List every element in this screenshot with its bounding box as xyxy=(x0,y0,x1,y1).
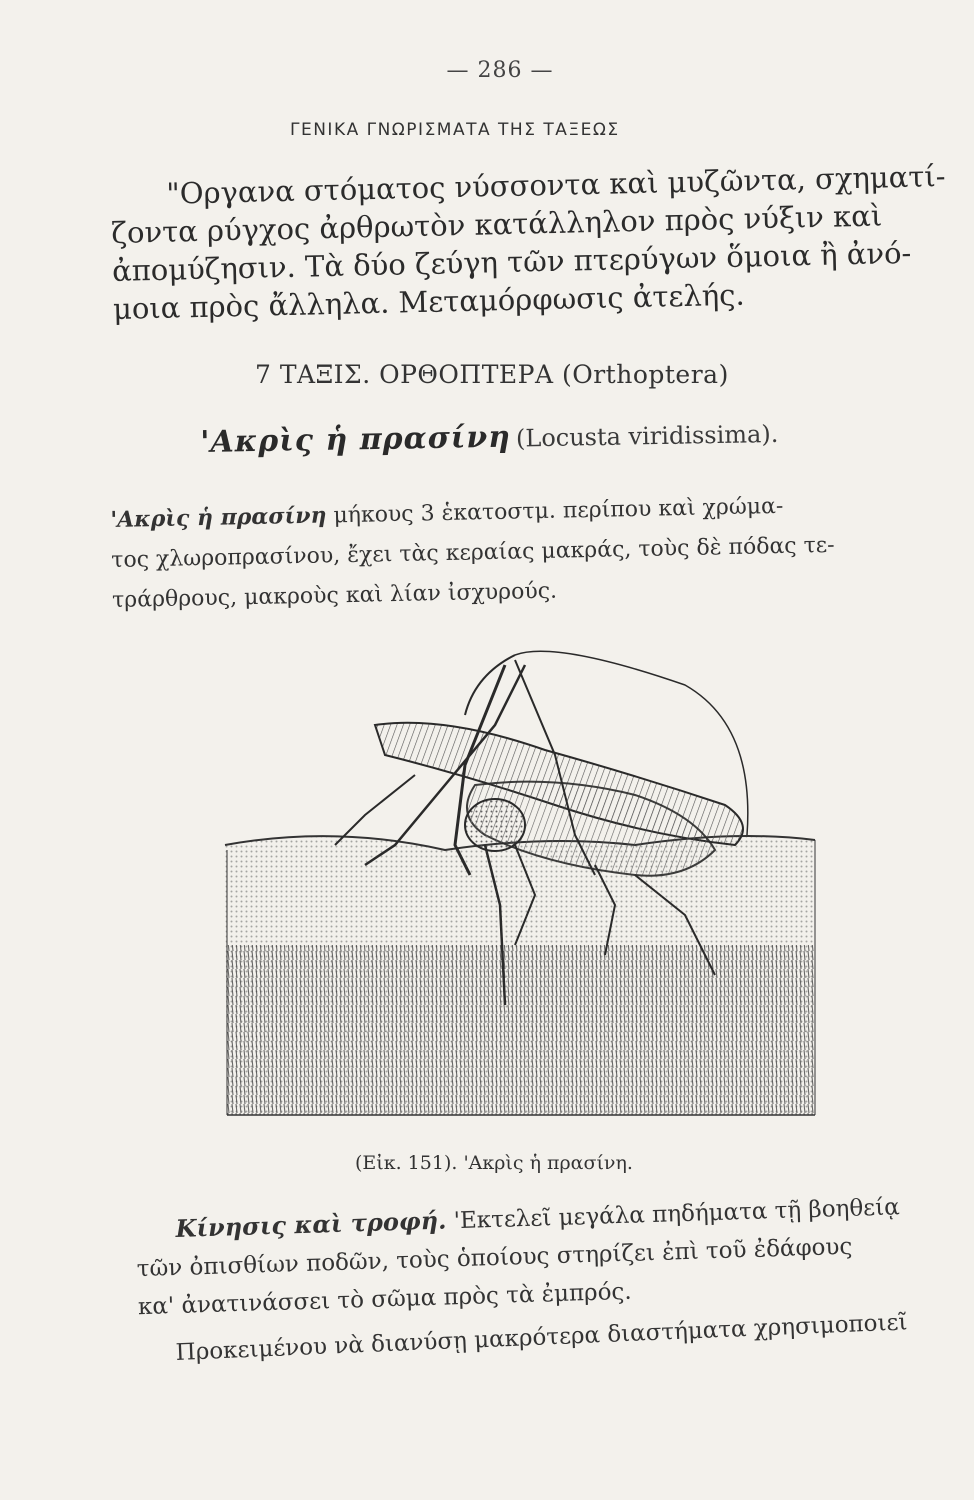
ground-block xyxy=(225,836,815,1115)
paragraph-line: Προκειμένου νὰ διανύσῃ μακρότερα διαστήματα χρησιμοποιεῖ xyxy=(175,1309,908,1366)
species-heading xyxy=(200,415,779,460)
section-title: ΓΕΝΙΚΑ ΓΝΩΡΙΣΜΑΤΑ ΤΗΣ ΤΑΞΕΩΣ xyxy=(290,120,620,140)
page-number: — 286 — xyxy=(446,58,554,83)
paragraph-line: ζοντα ρύγχος ἀρθρωτὸν κατάλληλον πρὸς νύξιν καὶ xyxy=(110,198,883,250)
species-latin-name: (Locusta viridissima). xyxy=(515,419,779,453)
paragraph-line: τος χλωροπρασίνου, ἔχει τὰς κεραίας μακράς, τοὺς δὲ πόδας τε- xyxy=(111,532,835,573)
paragraph-line: κα' ἀνατινάσσει τὸ σῶμα πρὸς τὰ ἐμπρός. xyxy=(137,1278,633,1321)
general-features-paragraph xyxy=(110,157,946,328)
movement-line1: 'Εκτελεῖ μεγάλα πηδήματα τῇ βοηθείᾳ xyxy=(453,1194,901,1235)
paragraph-line: "Οργανα στόματος νύσσοντα καὶ μυζῶντα, σχηματί- xyxy=(166,159,946,211)
figure-caption: (Εἰκ. 151). 'Ακρὶς ἡ πρασίνη. xyxy=(355,1152,633,1174)
description-line1: μήκους 3 ἑκατοστμ. περίπου καὶ χρώμα- xyxy=(333,493,784,529)
description-paragraph xyxy=(110,483,932,621)
paragraph-line: μοια πρὸς ἄλληλα. Μεταμόρφωσις ἀτελής. xyxy=(112,277,746,326)
paragraph-line: ἀπομύζησιν. Τὰ δύο ζεύγη τῶν πτερύγων ὅμοια ἢ ἀνό- xyxy=(111,235,912,288)
description-lead: 'Ακρὶς ἡ πρασίνη xyxy=(110,502,327,533)
movement-lead: Κίνησις καὶ τροφή. xyxy=(175,1205,447,1243)
species-greek-name: 'Ακρὶς ἡ πρασίνη xyxy=(200,419,512,460)
paragraph-line: τράρθρους, μακροὺς καὶ λίαν ἰσχυρούς. xyxy=(111,578,558,613)
paragraph-line: τῶν ὀπισθίων ποδῶν, τοὺς ὁποίους στηρίζει ἐπὶ τοῦ ἐδάφους xyxy=(136,1233,853,1283)
order-heading: 7 ΤΑΞΙΣ. ΟΡΘΟΠΤΕΡΑ (Orthoptera) xyxy=(255,360,729,389)
grasshopper-illustration xyxy=(215,645,820,1125)
movement-paragraph xyxy=(136,1186,948,1325)
